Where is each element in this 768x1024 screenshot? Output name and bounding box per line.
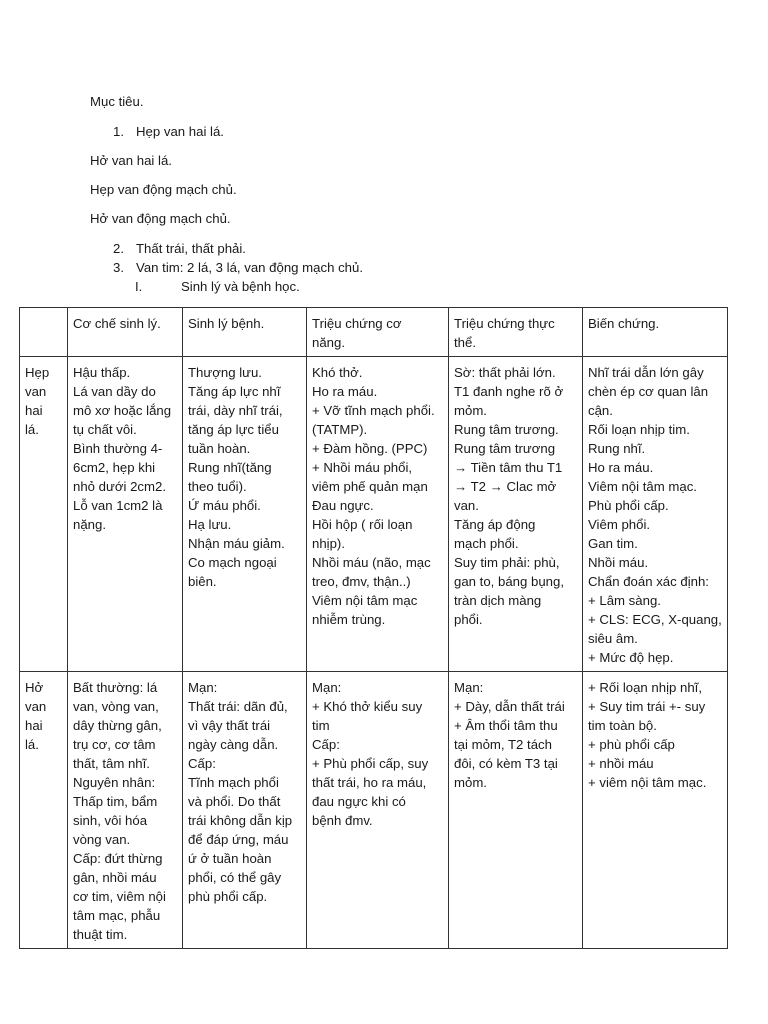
cell-text: lá. [25,422,39,437]
cell-text: → Tiền tâm thu T1 [454,460,563,475]
cell-text: + Vỡ tĩnh mạch phổi. [312,403,435,418]
cell-text: Cấp: [188,756,216,771]
cell-text: tăng áp lực tiểu [188,422,279,437]
cell-text: Sinh lý bệnh. [188,316,265,331]
cell-text: → T2 → Clac mở [454,479,557,494]
table-cell [583,672,728,949]
cell-text: Hạ lưu. [188,517,232,532]
cell-text: mỏm. [454,403,487,418]
cell-text: cơ tim, viêm nội [73,889,166,904]
table-cell [583,308,728,357]
cell-text: Cơ chế sinh lý. [73,316,161,331]
cell-text: tại mỏm, T2 tách [454,737,552,752]
cell-text: Mạn: [454,680,484,695]
table-cell [183,357,307,672]
cell-text: + Khó thở kiểu suy [312,699,423,714]
cell-text: Mạn: [312,680,342,695]
list-number: 3. [113,260,124,275]
cell-text: vì vậy thất trái [188,718,271,733]
cell-text: bệnh đmv. [312,813,373,828]
cell-text: trái không dẫn kịp [188,813,293,828]
cell-text: Phù phổi cấp. [588,498,669,513]
cell-text: + Nhồi máu phổi, [312,460,413,475]
table-body [20,308,728,949]
table-cell [449,357,583,672]
cell-text: Hồi hộp ( rối loạn [312,517,413,532]
table-cell [183,308,307,357]
cell-text: tim [312,718,330,733]
cell-text: phổi, có thể gây [188,870,282,885]
cell-text: Ho ra máu. [312,384,378,399]
cell-text: nặng. [73,517,107,532]
cell-text: để đáp ứng, máu [188,832,289,847]
table-cell [68,357,183,672]
cell-text: Thất trái: dãn đủ, [188,699,288,714]
cell-text: 6cm2, hẹp khi [73,460,156,475]
cell-text: + Lâm sàng. [588,593,661,608]
cell-text: Nhận máu giảm. [188,536,285,551]
table-cell [20,357,68,672]
table-cell [449,308,583,357]
cell-text: thuật tim. [73,927,128,942]
cell-text: van, vòng van, [73,699,159,714]
cell-text: Đau ngực. [312,498,374,513]
cell-text: Rung nhĩ(tăng [188,460,272,475]
cell-text: tụ chất vôi. [73,422,137,437]
cell-text: Co mạch ngoại [188,555,277,570]
cell-text: Viêm phổi. [588,517,651,532]
cell-text: + phù phổi cấp [588,737,675,752]
cell-text: Tăng áp động [454,517,536,532]
cell-text: gan to, báng bụng, [454,574,564,589]
cell-text: siêu âm. [588,631,638,646]
cell-text: + Dày, dẫn thất trái [454,699,565,714]
table-cell [20,308,68,357]
cell-text: ngày càng dẫn. [188,737,279,752]
table-cell [307,308,449,357]
cell-text: Hở [25,680,44,695]
cell-text: + Phù phổi cấp, suy [312,756,429,771]
cell-text: Nguyên nhân: [73,775,156,790]
cell-text: đôi, có kèm T3 tại [454,756,558,771]
cell-text: tâm mạc, phẫu [73,908,161,923]
list-number: 2. [113,241,124,256]
cell-text: trụ cơ, cơ tâm [73,737,156,752]
cell-text: Hẹp [25,365,50,380]
cell-text: Biến chứng. [588,316,660,331]
cell-text: tim toàn bộ. [588,718,657,733]
cell-text: Thượng lưu. [188,365,262,380]
cell-text: + Mức độ hẹp. [588,650,674,665]
cell-text: theo tuổi). [188,479,247,494]
cell-text: nhiễm trùng. [312,612,386,627]
cell-text: phù phổi cấp. [188,889,268,904]
cell-text: Gan tim. [588,536,638,551]
cell-text: Sờ: thất phải lớn. [454,365,556,380]
roman-number: I. [135,279,143,294]
cell-text: Nhĩ trái dẫn lớn gây [588,365,704,380]
cell-text: gân, nhồi máu [73,870,157,885]
cell-text: sinh, vôi hóa [73,813,148,828]
table-cell [307,357,449,672]
cell-text: Bất thường: lá [73,680,158,695]
cell-text: hai [25,403,43,418]
cell-text: mạch phổi. [454,536,519,551]
cell-text: biên. [188,574,217,589]
table-cell [68,672,183,949]
table-cell [20,672,68,949]
cell-text: treo, đmv, thận..) [312,574,411,589]
cell-text: Rung nhĩ. [588,441,646,456]
cell-text: Bình thường 4- [73,441,163,456]
cell-text: Lỗ van 1cm2 là [73,498,163,513]
cell-text: + Âm thổi tâm thu [454,718,558,733]
cell-text: Cấp: đứt thừng [73,851,163,866]
comparison-table [19,307,728,949]
table-cell [583,357,728,672]
cell-text: tuần hoàn. [188,441,251,456]
list-item: Thất trái, thất phải. [136,241,246,256]
cell-text: nhịp). [312,536,345,551]
cell-text: thất trái, ho ra máu, [312,775,427,790]
cell-text: Tăng áp lực nhĩ [188,384,281,399]
cell-text: phổi. [454,612,483,627]
cell-text: năng. [312,335,346,350]
cell-text: ứ ở tuần hoàn [188,851,272,866]
cell-text: + nhồi máu [588,756,654,771]
cell-text: mô xơ hoặc lắng [73,403,172,418]
cell-text: dây thừng gân, [73,718,162,733]
cell-text: Ứ máu phổi. [188,498,261,513]
cell-text: Viêm nội tâm mạc. [588,479,697,494]
cell-text: cận. [588,403,613,418]
table-row [20,357,728,672]
paragraph: Hở van động mạch chủ. [90,211,231,226]
cell-text: Mạn: [188,680,218,695]
cell-text: tràn dịch màng [454,593,542,608]
cell-text: + Đàm hồng. (PPC) [312,441,428,456]
cell-text: Ho ra máu. [588,460,654,475]
cell-text: vòng van. [73,832,131,847]
cell-text: + Rối loạn nhịp nhĩ, [588,680,703,695]
cell-text: Triệu chứng thực [454,316,555,331]
cell-text: chèn ép cơ quan lân [588,384,709,399]
cell-text: mỏm. [454,775,487,790]
cell-text: Chẩn đoán xác định: [588,574,709,589]
cell-text: trái, dày nhĩ trái, [188,403,283,418]
list-item: Hẹp van hai lá. [136,124,224,139]
cell-text: Rung tâm trương. [454,422,559,437]
cell-text: nhỏ dưới 2cm2. [73,479,166,494]
cell-text: đau ngực khi có [312,794,406,809]
cell-text: viêm phế quản mạn [312,479,428,494]
table-cell [449,672,583,949]
cell-text: Rung tâm trương [454,441,556,456]
list-item: Van tim: 2 lá, 3 lá, van động mạch chủ. [136,260,364,275]
paragraph: Hở van hai lá. [90,153,172,168]
table-cell [183,672,307,949]
page-heading: Mục tiêu. [90,94,144,109]
cell-text: van [25,384,47,399]
cell-text: Thấp tim, bẩm [73,794,158,809]
cell-text: Nhồi máu (não, mạc [312,555,431,570]
cell-text: Nhồi máu. [588,555,649,570]
table-header-row [20,308,728,357]
cell-text: Rối loạn nhịp tim. [588,422,690,437]
cell-text: lá. [25,737,39,752]
cell-text: và phổi. Do thất [188,794,281,809]
table-row [20,672,728,949]
cell-text: Cấp: [312,737,340,752]
cell-text: Hậu thấp. [73,365,131,380]
table-cell [68,308,183,357]
cell-text: thể. [454,335,476,350]
list-number: 1. [113,124,124,139]
cell-text: + viêm nội tâm mạc. [588,775,707,790]
cell-text: Viêm nội tâm mạc [312,593,418,608]
table-cell [307,672,449,949]
cell-text: + Suy tim trái +- suy [588,699,706,714]
cell-text: thất, tâm nhĩ. [73,756,150,771]
cell-text: Triệu chứng cơ [312,316,402,331]
section-title: Sinh lý và bệnh học. [181,279,300,294]
cell-text: (TATMP). [312,422,368,437]
cell-text: van. [454,498,479,513]
cell-text: hai [25,718,43,733]
paragraph: Hẹp van động mạch chủ. [90,182,237,197]
cell-text: Khó thở. [312,365,363,380]
cell-text: Suy tim phải: phù, [454,555,560,570]
cell-text: Tĩnh mạch phổi [188,775,279,790]
cell-text: Lá van dầy do [73,384,156,399]
cell-text: T1 đanh nghe rõ ở [454,384,564,399]
cell-text: van [25,699,47,714]
cell-text: + CLS: ECG, X-quang, [588,612,722,627]
